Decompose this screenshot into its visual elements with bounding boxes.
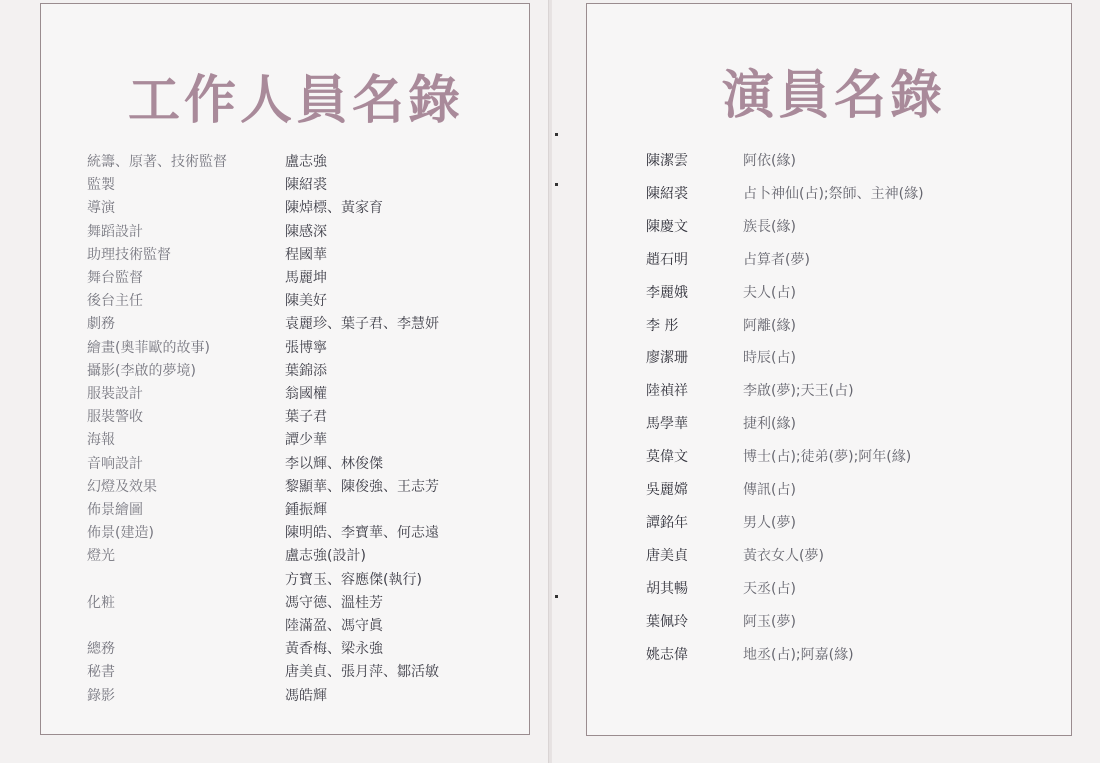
staff-role: 服裝設計 (87, 386, 143, 402)
cast-role: 捷利(緣) (743, 416, 796, 433)
staff-row (87, 383, 487, 403)
staff-row (87, 337, 487, 357)
cast-row (646, 446, 1046, 466)
staff-role: 攝影(李啟的夢境) (87, 362, 196, 379)
staff-row (87, 592, 487, 612)
cast-actor: 趙石明 (646, 251, 688, 268)
staff-name: 方寶玉、容應傑(執行) (285, 571, 422, 588)
staff-name: 黃香梅、梁永強 (285, 641, 383, 658)
staff-role: 燈光 (87, 548, 115, 565)
cast-role: 黃衣女人(夢) (743, 547, 824, 564)
staff-name: 馮皓輝 (285, 687, 327, 704)
cast-role: 地丞(占);阿嘉(緣) (743, 646, 854, 663)
staff-name: 程國華 (285, 246, 327, 263)
cast-actor: 譚銘年 (646, 514, 688, 531)
cast-role: 時辰(占) (743, 350, 796, 367)
staff-name: 陸滿盈、馮守眞 (285, 618, 383, 634)
cast-actor: 廖潔珊 (646, 350, 688, 367)
staff-row (87, 313, 487, 333)
cast-row (646, 611, 1046, 631)
staff-name: 李以輝、林俊傑 (285, 455, 383, 472)
staff-title: 工作人員名錄 (128, 70, 465, 131)
cast-row (646, 479, 1046, 499)
staff-row (87, 685, 487, 705)
cast-actor: 吳麗嫦 (646, 482, 688, 498)
cast-row (646, 644, 1046, 664)
cast-row (646, 347, 1046, 367)
cast-row (646, 578, 1046, 598)
staff-name: 陳美好 (285, 293, 327, 310)
cast-role: 族長(緣) (743, 218, 796, 235)
staff-name: 陳明皓、李寶華、何志遠 (285, 525, 439, 542)
staff-row (87, 151, 487, 171)
staff-row (87, 476, 487, 496)
staff-role: 佈景繪圖 (87, 502, 143, 518)
cast-actor: 姚志偉 (646, 646, 688, 663)
cast-actor: 莫偉文 (646, 449, 688, 466)
cast-role: 天丞(占) (743, 580, 796, 597)
fold-mark (555, 183, 558, 186)
staff-role: 化粧 (87, 594, 115, 611)
cast-actor: 陳慶文 (646, 218, 688, 235)
staff-name: 陳紹裘 (285, 177, 327, 194)
cast-row (646, 282, 1046, 302)
staff-role: 舞台監督 (87, 270, 143, 286)
cast-row (646, 216, 1046, 236)
cast-actor: 陳潔雲 (646, 153, 688, 169)
staff-name: 袁麗珍、葉子君、李慧妍 (285, 316, 439, 333)
staff-role: 統籌、原著、技術監督 (87, 154, 227, 170)
cast-row (646, 150, 1046, 170)
staff-name: 譚少華 (285, 432, 327, 449)
cast-role: 占算者(夢) (743, 251, 810, 268)
staff-row (87, 244, 487, 264)
staff-row (87, 406, 487, 426)
staff-name: 黎顯華、陳俊強、王志芳 (285, 478, 439, 495)
staff-role: 海報 (87, 432, 115, 449)
staff-role: 後台主任 (87, 293, 143, 310)
cast-role: 傳訊(占) (743, 482, 796, 498)
staff-name: 葉錦添 (285, 362, 327, 379)
cast-actor: 李麗娥 (646, 284, 688, 301)
staff-role: 監製 (87, 177, 115, 194)
staff-row (87, 174, 487, 194)
staff-role: 劇務 (87, 316, 115, 333)
staff-row (87, 499, 487, 519)
staff-role: 導演 (87, 200, 115, 217)
staff-name: 鍾振輝 (285, 502, 327, 518)
staff-row (87, 545, 487, 565)
cast-row (646, 380, 1046, 400)
staff-role: 秘書 (87, 664, 115, 681)
staff-row (87, 221, 487, 241)
staff-role: 舞蹈設計 (87, 223, 143, 240)
staff-name: 翁國權 (285, 386, 327, 402)
cast-role: 男人(夢) (743, 514, 796, 531)
staff-role: 音响設計 (87, 455, 143, 472)
staff-role: 助理技術監督 (87, 246, 171, 263)
staff-name: 盧志強(設計) (285, 548, 366, 565)
cast-row (646, 413, 1046, 433)
cast-role: 李啟(夢);天王(占) (743, 383, 854, 400)
cast-role: 阿依(緣) (743, 153, 796, 169)
cast-actor: 胡其暢 (646, 580, 688, 597)
staff-name: 馮守德、溫桂芳 (285, 594, 383, 611)
staff-name: 唐美貞、張月萍、鄒活敏 (285, 664, 439, 681)
staff-role: 錄影 (87, 687, 115, 704)
cast-actor: 李 彤 (646, 317, 679, 334)
fold-mark (555, 595, 558, 598)
staff-row (87, 522, 487, 542)
cast-role: 博士(占);徒弟(夢);阿年(緣) (743, 449, 912, 466)
cast-actor: 馬學華 (646, 416, 688, 433)
cast-title: 演員名錄 (722, 65, 947, 126)
staff-row (87, 290, 487, 310)
staff-role: 總務 (87, 641, 115, 658)
cast-role: 阿離(緣) (743, 317, 796, 334)
cast-actor: 陸禎祥 (646, 383, 688, 400)
staff-name: 陳感深 (285, 223, 327, 240)
cast-role: 夫人(占) (743, 284, 796, 301)
staff-row (87, 638, 487, 658)
staff-row (87, 267, 487, 287)
fold-mark (555, 133, 558, 136)
cast-row (646, 183, 1046, 203)
staff-name: 馬麗坤 (285, 270, 327, 286)
staff-row (87, 360, 487, 380)
staff-role: 佈景(建造) (87, 525, 154, 542)
staff-name: 張博寧 (285, 339, 327, 356)
cast-row (646, 249, 1046, 269)
cast-row (646, 545, 1046, 565)
staff-role: 幻燈及效果 (87, 478, 157, 495)
cast-row (646, 315, 1046, 335)
staff-row (87, 661, 487, 681)
cast-actor: 唐美貞 (646, 547, 688, 564)
staff-row (87, 453, 487, 473)
staff-name: 盧志強 (285, 154, 327, 170)
cast-actor: 葉佩玲 (646, 613, 688, 630)
staff-row (87, 615, 487, 635)
staff-name: 陳焯標、黃家育 (285, 200, 383, 217)
staff-row (87, 197, 487, 217)
staff-row (87, 569, 487, 589)
cast-actor: 陳紹裘 (646, 185, 688, 202)
cast-row (646, 512, 1046, 532)
staff-row (87, 429, 487, 449)
staff-role: 服裝警收 (87, 409, 143, 426)
cast-role: 占卜神仙(占);祭師、主神(緣) (743, 185, 924, 202)
staff-role: 繪畫(奧菲歐的故事) (87, 339, 210, 356)
cast-role: 阿玉(夢) (743, 613, 796, 630)
staff-name: 葉子君 (285, 409, 327, 426)
